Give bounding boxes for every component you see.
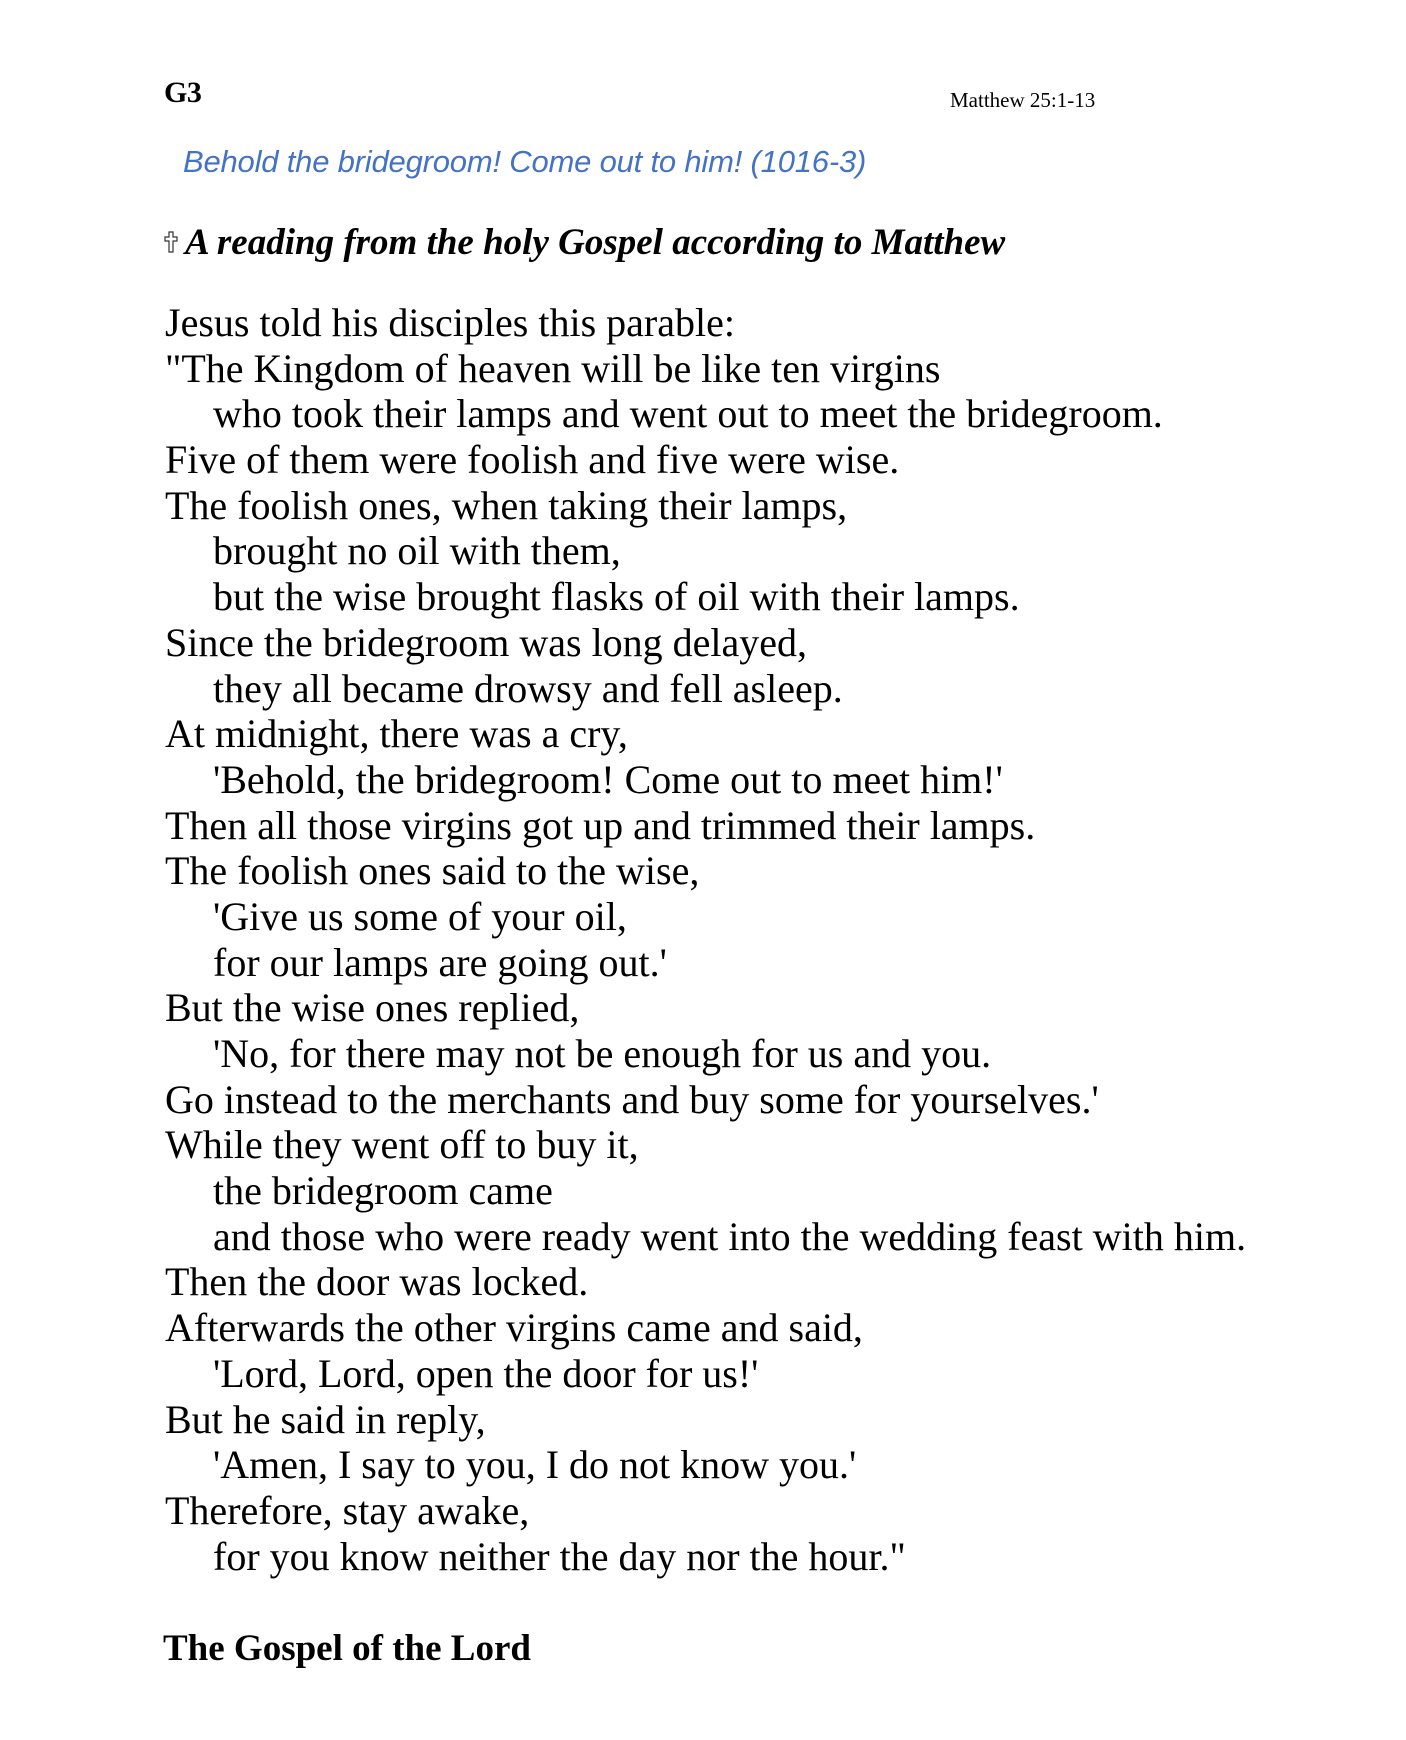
text-line: But the wise ones replied,	[165, 985, 580, 1031]
text-line: the bridegroom came	[213, 1168, 553, 1214]
text-line: 'Lord, Lord, open the door for us!'	[213, 1350, 759, 1396]
text-line: Afterwards the other virgins came and said,	[165, 1305, 863, 1351]
scripture-citation: Matthew 25:1-13	[950, 88, 1096, 112]
reading-title-text: A reading from the holy Gospel according to Matthew	[185, 222, 1006, 263]
text-line: but the wise brought flasks of oil with their lamps.	[213, 574, 1020, 620]
text-line: Five of them were foolish and five were wise.	[165, 437, 900, 483]
closing-acclamation: The Gospel of the Lord	[163, 1628, 531, 1669]
gospel-text	[165, 300, 1246, 1579]
text-line: 'Amen, I say to you, I do not know you.'	[213, 1442, 857, 1488]
text-line: At midnight, there was a cry,	[165, 711, 628, 757]
text-line: who took their lamps and went out to meet the bridegroom.	[213, 391, 1163, 437]
text-line: and those who were ready went into the wedding feast with him.	[213, 1213, 1247, 1259]
text-line: they all became drowsy and fell asleep.	[213, 665, 843, 711]
text-line: Jesus told his disciples this parable:	[165, 300, 735, 345]
text-line: "The Kingdom of heaven will be like ten virgins	[165, 345, 941, 391]
text-line: 'Behold, the bridegroom! Come out to meet him!'	[213, 756, 1003, 802]
text-line: Since the bridegroom was long delayed,	[165, 619, 808, 665]
text-line: for our lamps are going out.'	[213, 939, 667, 985]
text-line: Then the door was locked.	[165, 1259, 589, 1305]
text-line: The foolish ones said to the wise,	[165, 848, 700, 894]
text-line: Go instead to the merchants and buy some for yourselves.'	[165, 1076, 1099, 1122]
text-line: 'No, for there may not be enough for us and you.	[213, 1031, 992, 1076]
text-line: Therefore, stay awake,	[165, 1487, 530, 1533]
text-line: for you know neither the day nor the hour."	[213, 1533, 906, 1579]
text-line: While they went off to buy it,	[165, 1122, 639, 1168]
cross-icon	[164, 231, 178, 253]
gospel-acclamation: Behold the bridegroom! Come out to him! (1016-3)	[183, 144, 867, 179]
reading-code: G3	[164, 76, 202, 109]
reading-title	[164, 222, 1005, 264]
text-line: But he said in reply,	[165, 1396, 486, 1442]
text-line: brought no oil with them,	[213, 528, 621, 574]
text-line: Then all those virgins got up and trimmed their lamps.	[165, 802, 1036, 848]
text-line: The foolish ones, when taking their lamps,	[165, 482, 848, 528]
text-line: 'Give us some of your oil,	[213, 893, 627, 939]
